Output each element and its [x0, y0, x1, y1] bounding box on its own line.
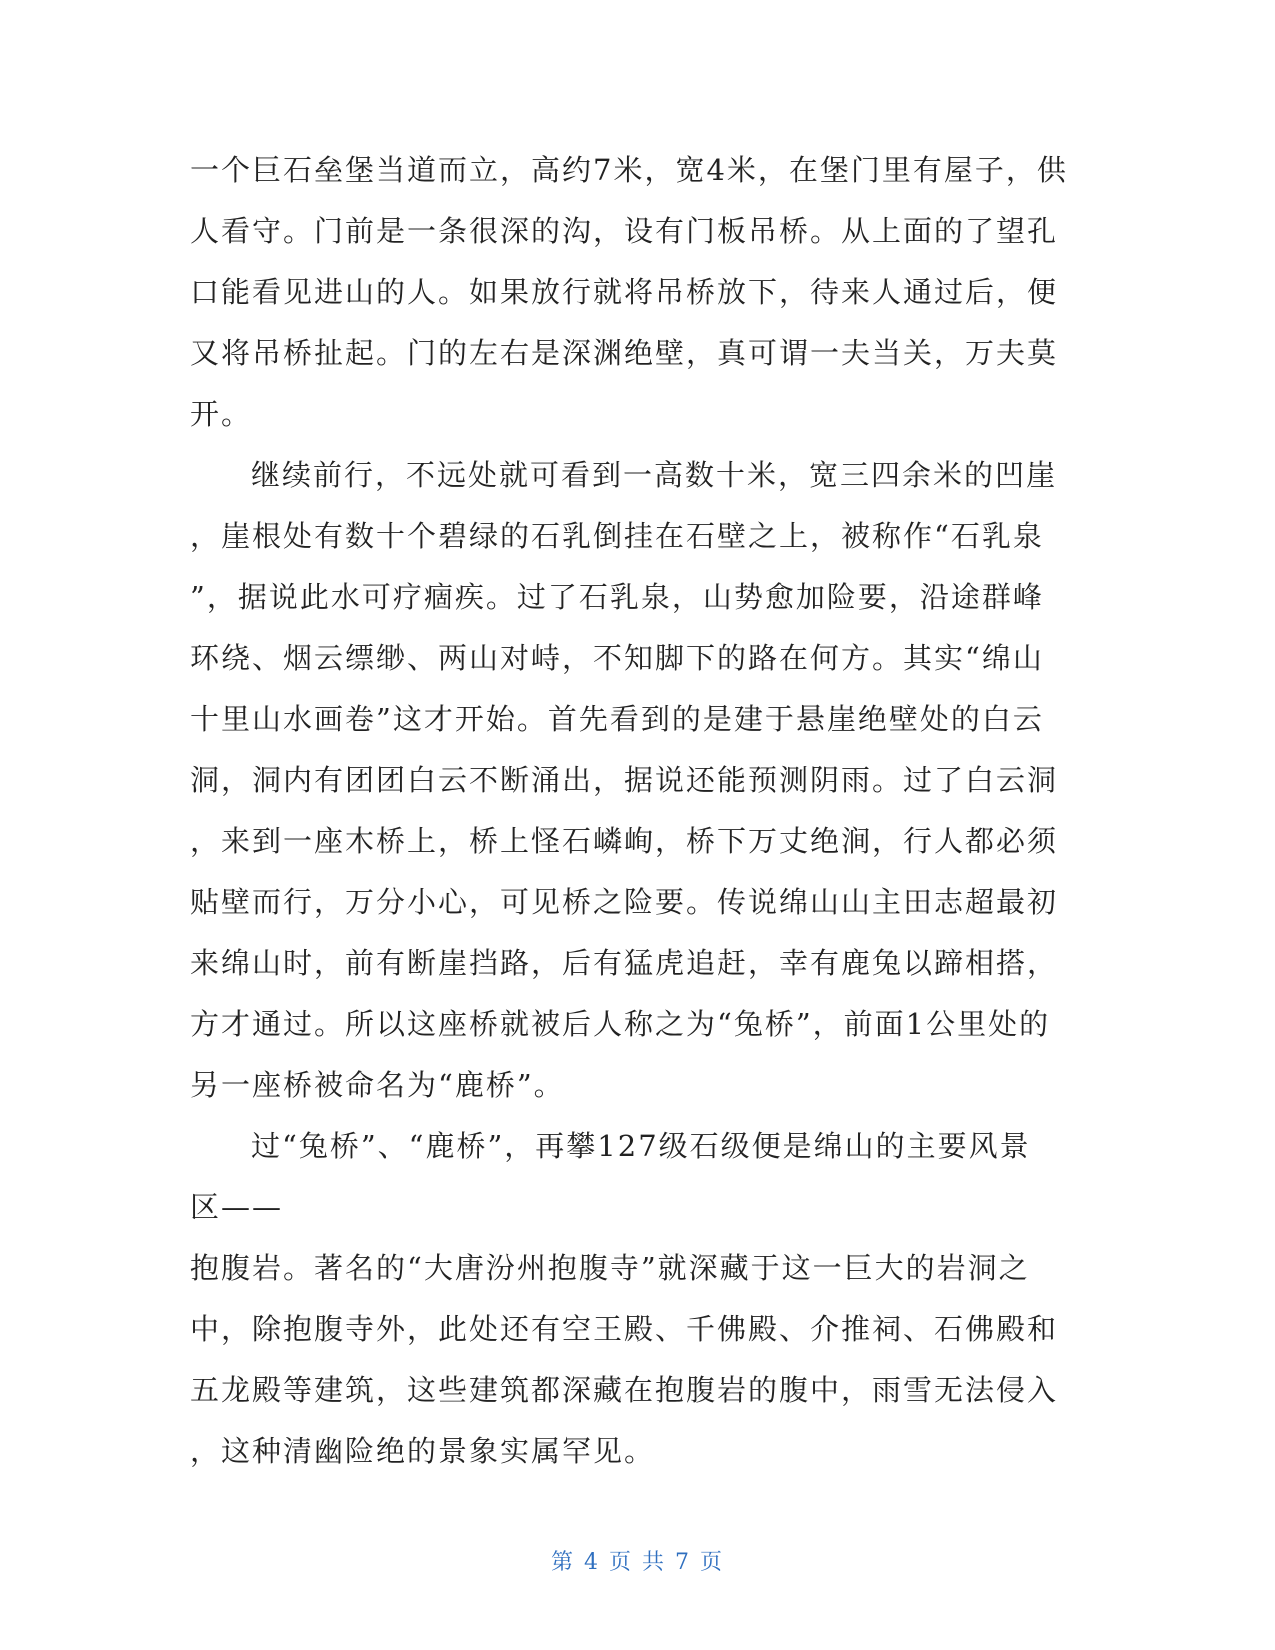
text-line: 区——: [190, 1190, 284, 1224]
text-line: ，来到一座木桥上，桥上怪石嶙峋，桥下万丈绝涧，行人都必须: [190, 824, 1059, 858]
footer-total-word: 共: [642, 1550, 667, 1575]
paragraph: [190, 1238, 1090, 1482]
text-line: 中，除抱腹寺外，此处还有空王殿、千佛殿、介推祠、石佛殿和: [190, 1312, 1059, 1346]
text-line: 过“兔桥”、“鹿桥”，再攀127级石级便是绵山的主要风景: [251, 1129, 1031, 1163]
text-line: 五龙殿等建筑，这些建筑都深藏在抱腹岩的腹中，雨雪无法侵入: [190, 1373, 1059, 1407]
body-text: [190, 140, 1090, 1482]
text-line: 十里山水画卷”这才开始。首先看到的是建于悬崖绝壁处的白云: [190, 702, 1044, 736]
page-footer: [0, 1545, 1275, 1576]
text-line: 环绕、烟云缥缈、两山对峙，不知脚下的路在何方。其实“绵山: [190, 641, 1044, 675]
paragraph: [190, 445, 1090, 1116]
footer-page-number: 4: [583, 1550, 600, 1575]
text-line: 贴壁而行，万分小心，可见桥之险要。传说绵山山主田志超最初: [190, 885, 1059, 919]
text-line: 另一座桥被命名为“鹿桥”。: [190, 1068, 565, 1102]
text-line: ，这种清幽险绝的景象实属罕见。: [190, 1434, 656, 1468]
paragraph: [190, 140, 1090, 445]
text-line: 开。: [190, 397, 253, 431]
text-line: 又将吊桥扯起。门的左右是深渊绝壁，真可谓一夫当关，万夫莫: [190, 336, 1059, 370]
text-line: 口能看见进山的人。如果放行就将吊桥放下，待来人通过后，便: [190, 275, 1059, 309]
text-line: 方才通过。所以这座桥就被后人称之为“兔桥”，前面1公里处的: [190, 1007, 1051, 1041]
text-line: 来绵山时，前有断崖挡路，后有猛虎追赶，幸有鹿兔以蹄相搭，: [190, 946, 1059, 980]
footer-prefix: 第: [550, 1550, 575, 1575]
text-line: ，崖根处有数十个碧绿的石乳倒挂在石壁之上，被称作“石乳泉: [190, 519, 1044, 553]
footer-total-pages: 7: [675, 1550, 692, 1575]
footer-suffix: 页: [700, 1550, 725, 1575]
text-line: 抱腹岩。著名的“大唐汾州抱腹寺”就深藏于这一巨大的岩洞之: [190, 1251, 1030, 1285]
paragraph: [190, 1116, 1090, 1238]
text-line: ”，据说此水可疗痼疾。过了石乳泉，山势愈加险要，沿途群峰: [190, 580, 1044, 614]
text-line: 洞，洞内有团团白云不断涌出，据说还能预测阴雨。过了白云洞: [190, 763, 1059, 797]
text-line: 继续前行，不远处就可看到一高数十米，宽三四余米的凹崖: [251, 458, 1058, 492]
footer-page-word: 页: [608, 1550, 633, 1575]
text-line: 人看守。门前是一条很深的沟，设有门板吊桥。从上面的了望孔: [190, 214, 1059, 248]
text-line: 一个巨石垒堡当道而立，高约7米，宽4米，在堡门里有屋子，供: [190, 153, 1068, 187]
